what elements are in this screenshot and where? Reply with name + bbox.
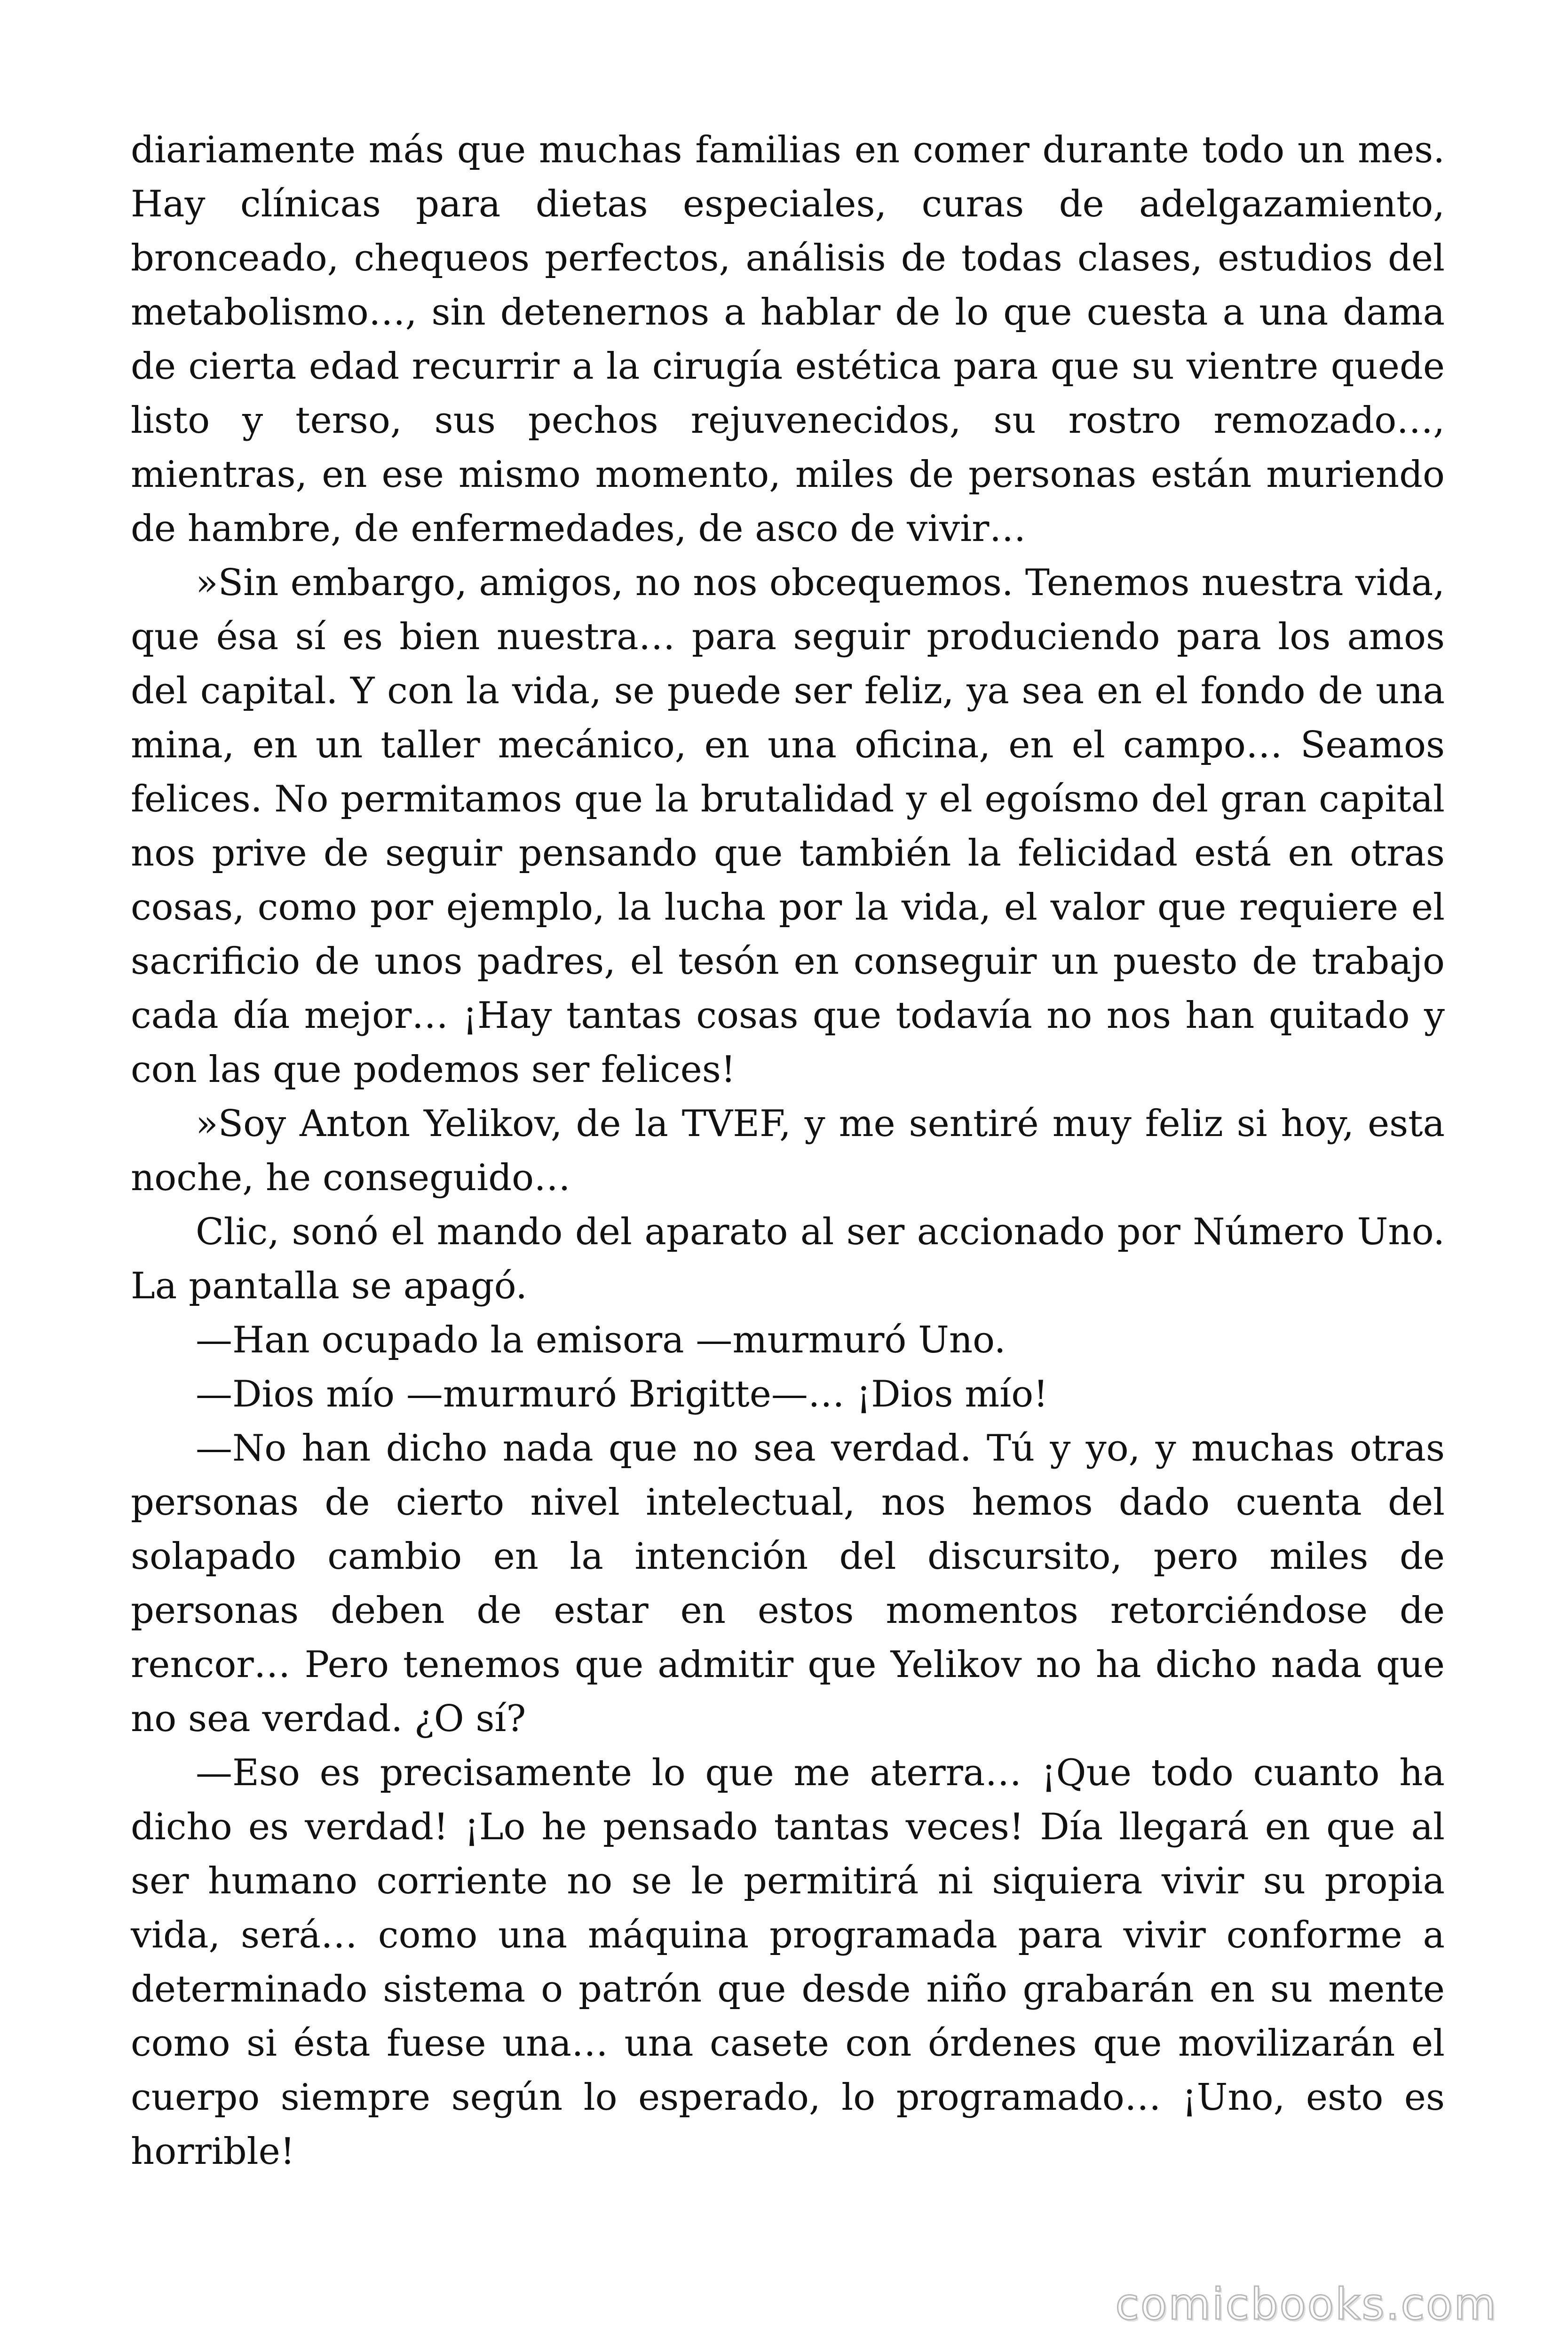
paragraph-7: —No han dicho nada que no sea verdad. Tú y yo, y muchas otras personas de cierto nivel intelectual, nos hemos dado cuenta del solapado cambio en la intención del discursito, pero miles de personas deben de estar en estos momentos retorciéndose de rencor… Pero tenemos que admitir que Yelikov no ha dicho nada que no sea verdad. ¿O sí? (131, 1427, 1445, 1740)
watermark-logo: comicbooks.com (1115, 2279, 1497, 2329)
paragraph-2: »Sin embargo, amigos, no nos obcequemos. Tenemos nuestra vida, que ésa sí es bien nuestra… para seguir produciendo para los amos del capital. Y con la vida, se puede ser feliz, ya sea en el fondo de una mina, en un taller mecánico, en una oficina, en el campo… Seamos felices. No permitamos que la brutalidad y el egoísmo del gran capital nos prive de seguir pensando que también la felicidad está en otras cosas, como por ejemplo, la lucha por la vida, el valor que requiere el sacrificio de unos padres, el tesón en conseguir un puesto de trabajo cada día mejor… ¡Hay tantas cosas que todavía no nos han quitado y con las que podemos ser felices! (131, 562, 1445, 1091)
paragraph-5: —Han ocupado la emisora —murmuró Uno. (196, 1319, 1006, 1361)
page-body (131, 123, 1445, 2179)
paragraph-8: —Eso es precisamente lo que me aterra… ¡Que todo cuanto ha dicho es verdad! ¡Lo he pensado tantas veces! Día llegará en que al ser humano corriente no se le permitirá ni siquiera vivir su propia vida, será… como una máquina programada para vivir conforme a determinado sistema o patrón que desde niño grabarán en su mente como si ésta fuese una… una casete con órdenes que movilizarán el cuerpo siempre según lo esperado, lo programado… ¡Uno, esto es horrible! (131, 1752, 1445, 2173)
paragraph-1: diariamente más que muchas familias en comer durante todo un mes. Hay clínicas para dietas especiales, curas de adelgazamiento, bronceado, chequeos perfectos, análisis de todas clases, estudios del metabolismo…, sin detenernos a hablar de lo que cuesta a una dama de cierta edad recurrir a la cirugía estética para que su vientre quede listo y terso, sus pechos rejuvenecidos, su rostro remozado…, mientras, en ese mismo momento, miles de personas están muriendo de hambre, de enfermedades, de asco de vivir… (131, 129, 1445, 550)
paragraph-6: —Dios mío —murmuró Brigitte—… ¡Dios mío! (196, 1373, 1048, 1415)
paragraph-3: »Soy Anton Yelikov, de la TVEF, y me sentiré muy feliz si hoy, esta noche, he conseguido… (131, 1103, 1445, 1199)
paragraph-4: Clic, sonó el mando del aparato al ser accionado por Número Uno. La pantalla se apagó. (131, 1211, 1445, 1307)
